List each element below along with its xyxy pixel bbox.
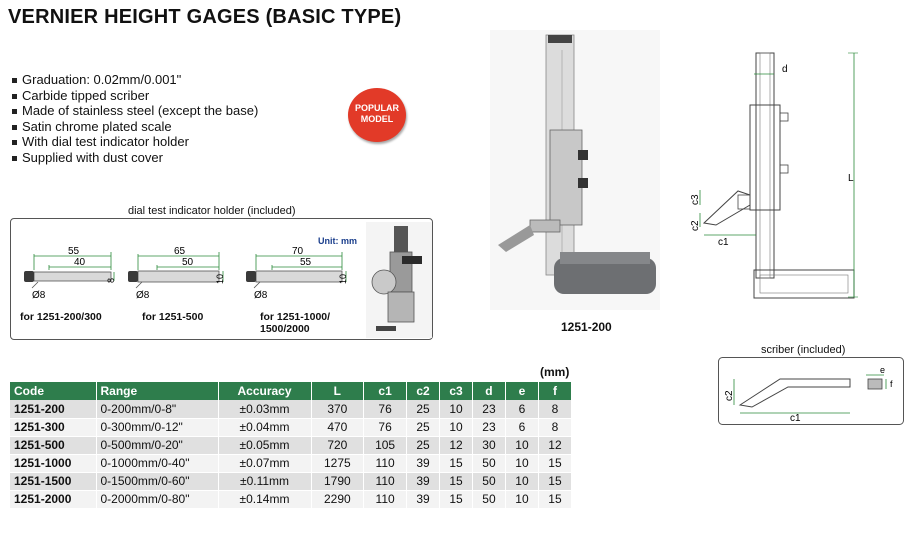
cell-f: 8	[538, 400, 571, 418]
cell-f: 8	[538, 418, 571, 436]
cell-code: 1251-500	[10, 436, 96, 454]
table-header-row	[10, 382, 572, 400]
cell-code: 1251-200	[10, 400, 96, 418]
holder-diagram-1	[18, 244, 118, 304]
feature-item: Supplied with dust cover	[10, 150, 258, 166]
cell-c1: 110	[364, 490, 407, 508]
badge-line-1: POPULAR	[354, 103, 399, 113]
cell-c3: 10	[440, 400, 473, 418]
feature-item: Carbide tipped scriber	[10, 88, 258, 104]
cell-c3: 10	[440, 418, 473, 436]
dim-total: 65	[174, 246, 186, 257]
label-e: e	[880, 365, 886, 375]
feature-item: Graduation: 0.02mm/0.001"	[10, 72, 258, 88]
label-c1: c1	[718, 237, 729, 248]
dim-height: 10	[215, 273, 225, 284]
dim-height: 10	[338, 273, 348, 284]
cell-code: 1251-300	[10, 418, 96, 436]
header-accuracy: Accuracy	[218, 382, 311, 400]
header-c3: c3	[440, 382, 473, 400]
cell-accuracy: ±0.11mm	[218, 472, 311, 490]
cell-L: 470	[311, 418, 364, 436]
gage-caption: 1251-200	[561, 320, 612, 334]
table-row	[10, 436, 572, 454]
feature-list	[10, 72, 258, 165]
cell-range: 0-1500mm/0-60"	[96, 472, 218, 490]
feature-item: Satin chrome plated scale	[10, 119, 258, 135]
cell-e: 10	[505, 472, 538, 490]
unit-label: Unit: mm	[318, 236, 357, 246]
label-d: d	[782, 64, 788, 75]
cell-f: 15	[538, 454, 571, 472]
cell-accuracy: ±0.14mm	[218, 490, 311, 508]
cell-e: 10	[505, 454, 538, 472]
cell-e: 10	[505, 436, 538, 454]
dim-height: 8	[106, 277, 116, 283]
cell-L: 1275	[311, 454, 364, 472]
header-range: Range	[96, 382, 218, 400]
cell-c1: 105	[364, 436, 407, 454]
dim-inner: 40	[74, 257, 86, 268]
cell-range: 0-2000mm/0-80"	[96, 490, 218, 508]
table-row	[10, 400, 572, 418]
cell-range: 0-1000mm/0-40"	[96, 454, 218, 472]
holder-diagram-2	[124, 244, 234, 304]
cell-code: 1251-1000	[10, 454, 96, 472]
badge-line-2: MODEL	[360, 114, 394, 124]
label-c2: c2	[724, 390, 735, 401]
header-L: L	[311, 382, 364, 400]
cell-d: 23	[472, 418, 505, 436]
dim-diameter: Ø8	[254, 290, 268, 301]
dim-inner: 55	[300, 257, 312, 268]
scriber-caption: scriber (included)	[761, 344, 846, 356]
cell-range: 0-200mm/0-8"	[96, 400, 218, 418]
cell-c1: 110	[364, 454, 407, 472]
table-row	[10, 490, 572, 508]
holder-caption: dial test indicator holder (included)	[128, 205, 296, 217]
label-f: f	[890, 379, 893, 389]
dim-total: 55	[68, 246, 80, 257]
cell-L: 2290	[311, 490, 364, 508]
header-c2: c2	[407, 382, 440, 400]
cell-L: 720	[311, 436, 364, 454]
cell-d: 50	[472, 454, 505, 472]
table-row	[10, 472, 572, 490]
dim-diameter: Ø8	[136, 290, 150, 301]
specs-table	[10, 382, 572, 509]
height-gage-photo	[490, 30, 660, 310]
header-f: f	[538, 382, 571, 400]
dim-diameter: Ø8	[32, 290, 46, 301]
cell-c2: 39	[407, 490, 440, 508]
table-row	[10, 418, 572, 436]
gage-drawing	[688, 45, 868, 305]
label-c2: c2	[690, 220, 701, 231]
feature-item: With dial test indicator holder	[10, 134, 258, 150]
cell-c2: 25	[407, 436, 440, 454]
cell-e: 10	[505, 490, 538, 508]
label-c3: c3	[690, 194, 701, 205]
cell-f: 15	[538, 490, 571, 508]
holder-label-2: for 1251-500	[142, 311, 204, 323]
header-code: Code	[10, 382, 96, 400]
holder-label-1: for 1251-200/300	[20, 311, 102, 323]
cell-accuracy: ±0.05mm	[218, 436, 311, 454]
cell-c2: 39	[407, 472, 440, 490]
holder-label-3-line2: 1500/2000	[260, 323, 310, 335]
table-row	[10, 454, 572, 472]
cell-accuracy: ±0.07mm	[218, 454, 311, 472]
cell-d: 30	[472, 436, 505, 454]
cell-c1: 76	[364, 418, 407, 436]
cell-c3: 15	[440, 454, 473, 472]
cell-e: 6	[505, 400, 538, 418]
cell-code: 1251-2000	[10, 490, 96, 508]
cell-c1: 76	[364, 400, 407, 418]
header-c1: c1	[364, 382, 407, 400]
cell-range: 0-500mm/0-20"	[96, 436, 218, 454]
cell-L: 1790	[311, 472, 364, 490]
header-d: d	[472, 382, 505, 400]
feature-item: Made of stainless steel (except the base)	[10, 103, 258, 119]
cell-f: 15	[538, 472, 571, 490]
cell-c2: 25	[407, 418, 440, 436]
cell-accuracy: ±0.04mm	[218, 418, 311, 436]
header-e: e	[505, 382, 538, 400]
dim-inner: 50	[182, 257, 194, 268]
holder-label-3	[260, 311, 330, 335]
cell-d: 50	[472, 472, 505, 490]
cell-c3: 12	[440, 436, 473, 454]
cell-e: 6	[505, 418, 538, 436]
popular-model-badge	[348, 88, 406, 142]
cell-d: 23	[472, 400, 505, 418]
cell-code: 1251-1500	[10, 472, 96, 490]
holder-diagram-3	[242, 244, 357, 304]
cell-c2: 39	[407, 454, 440, 472]
page-title: VERNIER HEIGHT GAGES (BASIC TYPE)	[8, 6, 402, 28]
cell-c2: 25	[407, 400, 440, 418]
cell-c3: 15	[440, 490, 473, 508]
holder-label-3-line1: for 1251-1000/	[260, 311, 331, 323]
cell-f: 12	[538, 436, 571, 454]
cell-d: 50	[472, 490, 505, 508]
label-c1: c1	[790, 413, 801, 424]
cell-c3: 15	[440, 472, 473, 490]
label-L: L	[848, 173, 854, 184]
dim-total: 70	[292, 246, 304, 257]
scriber-drawing	[718, 357, 904, 425]
cell-L: 370	[311, 400, 364, 418]
cell-range: 0-300mm/0-12"	[96, 418, 218, 436]
table-unit: (mm)	[540, 365, 570, 379]
cell-accuracy: ±0.03mm	[218, 400, 311, 418]
holder-photo	[366, 222, 432, 338]
cell-c1: 110	[364, 472, 407, 490]
